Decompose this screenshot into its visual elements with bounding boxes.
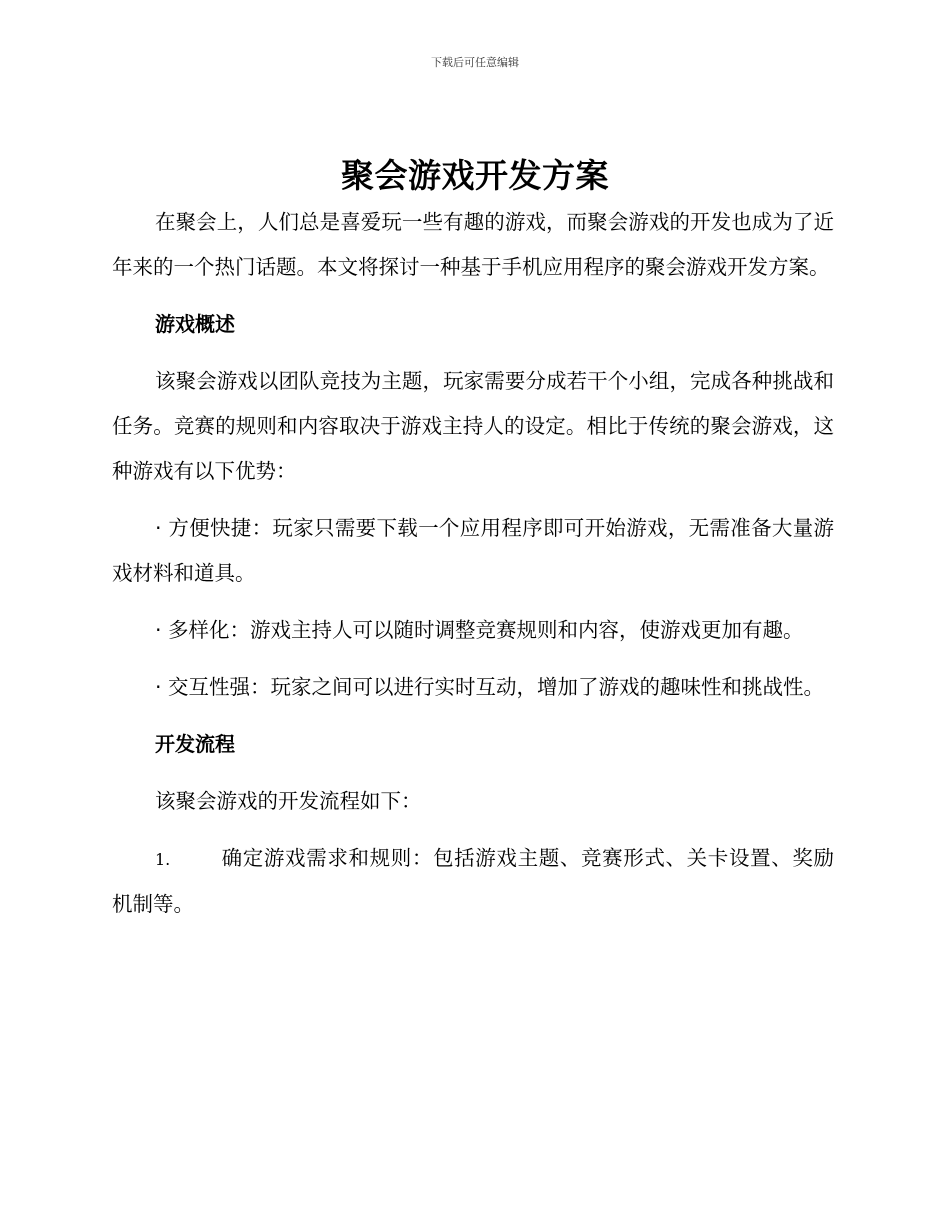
process-paragraph: 该聚会游戏的开发流程如下：	[155, 789, 422, 813]
bullet-item-diverse: · 多样化：游戏主持人可以随时调整竞赛规则和内容，使游戏更加有趣。	[155, 618, 804, 642]
bullet-item-interactive: · 交互性强：玩家之间可以进行实时互动，增加了游戏的趣味性和挑战性。	[155, 675, 825, 699]
section-heading-process: 开发流程	[155, 732, 235, 756]
step-text: 确定游戏需求和规则：包括游戏主题、竞赛形式、关卡设置、奖励机制等。	[112, 846, 834, 916]
numbered-step	[112, 836, 834, 927]
step-number: 1.	[155, 850, 171, 869]
document-title: 聚会游戏开发方案	[341, 156, 609, 195]
section-heading-overview: 游戏概述	[155, 312, 235, 336]
page-header: 下载后可任意编辑	[431, 56, 519, 69]
overview-paragraph: 该聚会游戏以团队竞技为主题，玩家需要分成若干个小组，完成各种挑战和任务。竞赛的规则和内容取决于游戏主持人的设定。相比于传统的聚会游戏，这种游戏有以下优势：	[112, 369, 834, 483]
intro-paragraph: 在聚会上，人们总是喜爱玩一些有趣的游戏，而聚会游戏的开发也成为了近年来的一个热门话题。本文将探讨一种基于手机应用程序的聚会游戏开发方案。	[112, 210, 834, 279]
bullet-item-convenient: · 方便快捷：玩家只需要下载一个应用程序即可开始游戏，无需准备大量游戏材料和道具。	[112, 516, 834, 585]
document-body	[112, 200, 834, 927]
